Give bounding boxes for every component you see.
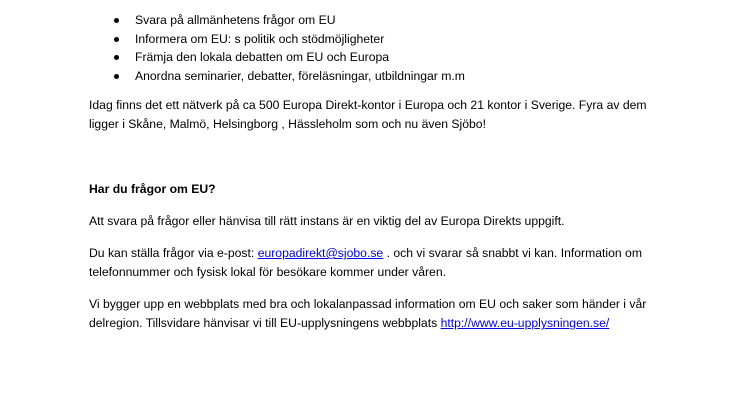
bullet-icon — [114, 18, 119, 23]
list-item-text: Svara på allmänhetens frågor om EU — [135, 13, 336, 27]
list-item-text: Anordna seminarier, debatter, föreläsningar, utbildningar m.m — [135, 68, 465, 83]
list-item-text: Informera om EU: s politik och stödmöjligheter — [135, 31, 385, 46]
website-paragraph — [89, 295, 659, 334]
answer-paragraph: Att svara på frågor eller hänvisa till rätt instans är en viktig del av Europa Direkts uppgift. — [89, 214, 565, 228]
list-item — [114, 11, 465, 30]
bullet-icon — [114, 74, 119, 79]
list-item — [114, 48, 465, 67]
website-text: Vi bygger upp en webbplats med bra och lokalanpassad information om EU och saker som händer i vår delregion. Tillsvidare hänvisar vi till EU-upplysningens webbplats — [89, 297, 647, 331]
bullet-list — [114, 11, 465, 85]
email-link[interactable]: europadirekt@sjobo.se — [257, 246, 384, 260]
contact-paragraph — [89, 244, 659, 283]
contact-text-before: Du kan ställa frågor via e-post: — [89, 246, 258, 260]
list-item — [114, 67, 465, 86]
bullet-icon — [114, 55, 119, 60]
contact-text-after: . och vi svarar så snabbt vi kan. Information om telefonnummer och fysisk lokal för besökare kommer under våren. — [89, 246, 642, 280]
website-link[interactable]: http://www.eu-upplysningen.se/ — [440, 316, 610, 331]
section-heading: Har du frågor om EU? — [89, 182, 216, 196]
network-paragraph: Idag finns det ett nätverk på ca 500 Europa Direkt-kontor i Europa och 21 kontor i Sverige. Fyra av dem ligger i Skåne, Malmö, Helsingborg , Hässleholm som och nu även Sjöbo! — [89, 98, 647, 132]
list-item — [114, 30, 465, 49]
bullet-icon — [114, 37, 119, 42]
list-item-text: Främja den lokala debatten om EU och Europa — [135, 50, 390, 65]
